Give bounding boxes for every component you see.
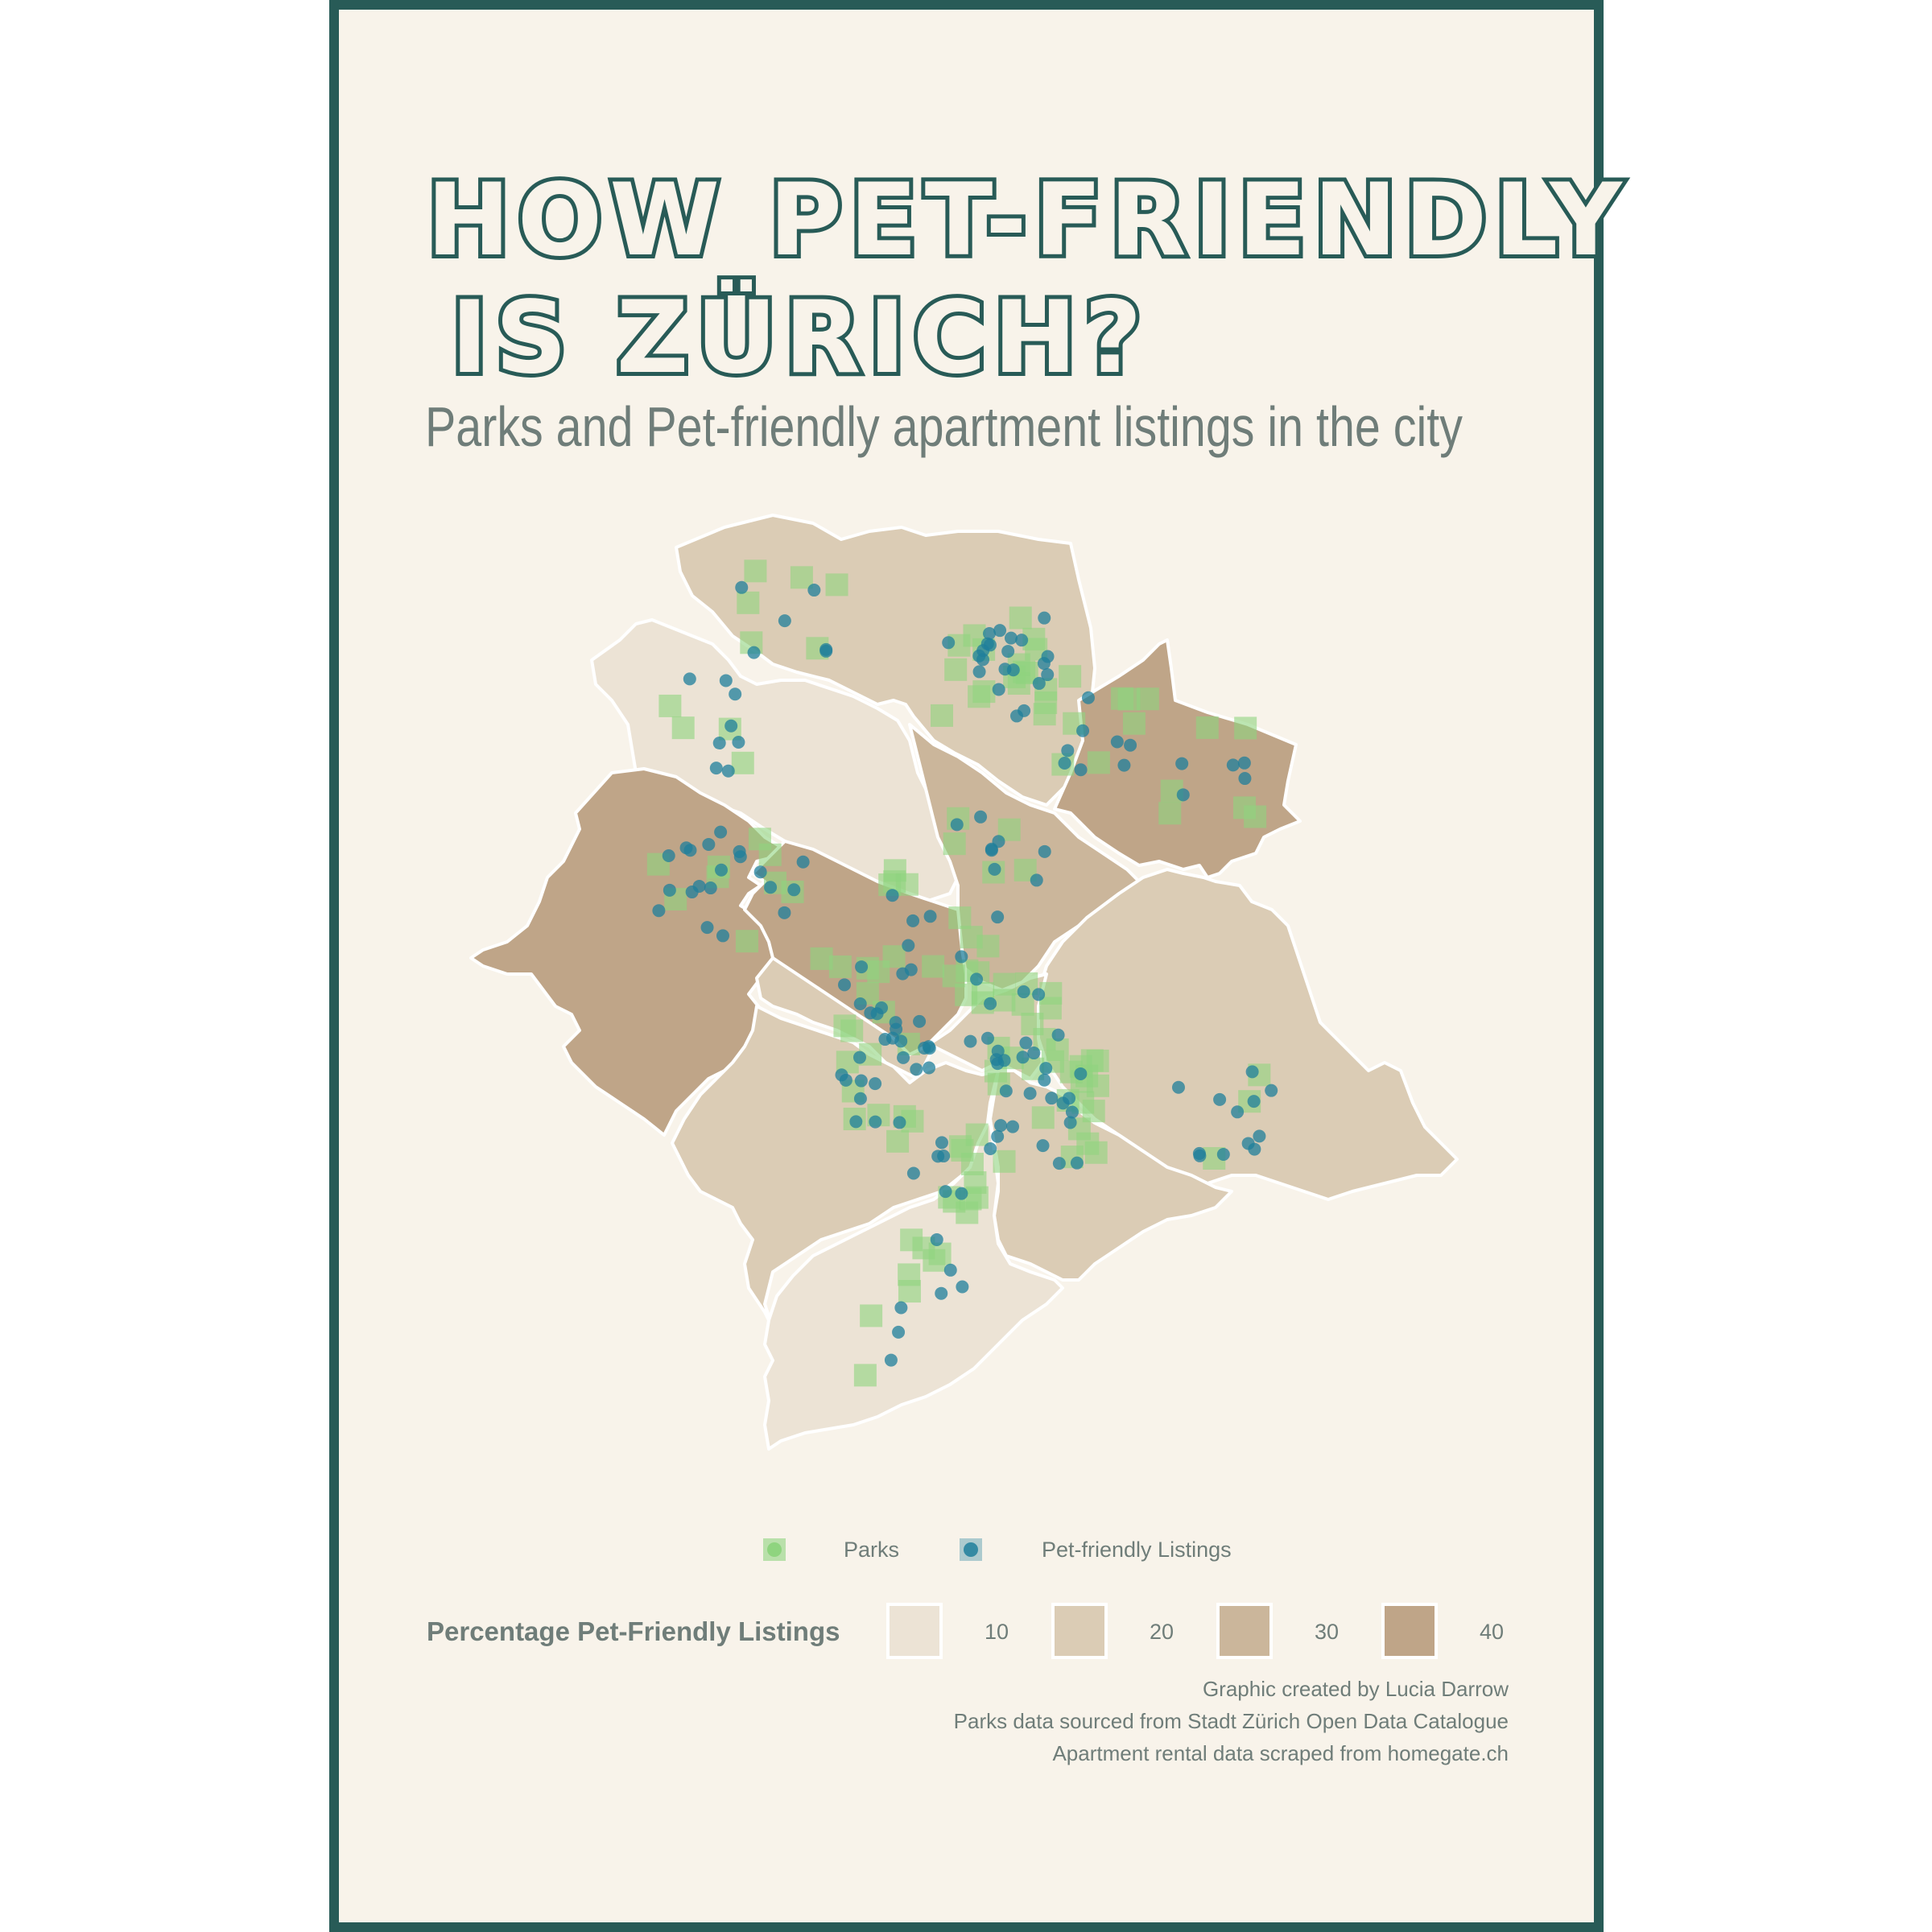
park-marker [944, 658, 967, 681]
park-marker [1085, 1141, 1108, 1164]
park-marker [931, 704, 953, 727]
listing-marker [993, 624, 1006, 637]
listings-legend-label: Pet-friendly Listings [1042, 1538, 1232, 1562]
listing-marker [1117, 759, 1130, 772]
listing-marker [1039, 1062, 1052, 1075]
park-marker [736, 930, 758, 952]
listing-marker [1007, 663, 1020, 676]
scale-label-40: 40 [1480, 1620, 1505, 1644]
listing-marker [1045, 1092, 1058, 1104]
listing-marker [1033, 677, 1046, 690]
listing-marker [1015, 634, 1028, 646]
listing-marker [1038, 1074, 1051, 1087]
listing-marker [864, 1006, 877, 1019]
scale-label-10: 10 [985, 1620, 1009, 1644]
listing-marker [1248, 1095, 1261, 1108]
listing-marker [1001, 645, 1014, 658]
listings-legend-dot [964, 1542, 978, 1557]
listing-marker [944, 1264, 957, 1277]
listing-marker [981, 638, 994, 650]
parks-legend-label: Parks [844, 1538, 900, 1562]
scale-swatch-10 [888, 1604, 941, 1657]
listing-marker [991, 910, 1004, 923]
listing-marker [715, 864, 728, 877]
listing-marker [720, 674, 733, 687]
listing-marker [1238, 772, 1251, 785]
scale-legend-title: Percentage Pet-Friendly Listings [427, 1616, 840, 1646]
listing-marker [838, 978, 851, 991]
park-marker [966, 1124, 989, 1146]
listing-marker [985, 843, 998, 856]
park-marker [900, 1228, 923, 1251]
listing-marker [702, 838, 715, 851]
listing-marker [984, 1142, 997, 1155]
listing-marker [680, 841, 693, 854]
scale-swatch-30 [1218, 1604, 1271, 1657]
listing-marker [683, 672, 696, 685]
listing-marker [964, 1035, 976, 1048]
listing-marker [1076, 724, 1089, 737]
listing-marker [1057, 1096, 1070, 1109]
listing-marker [1037, 1139, 1050, 1152]
listing-marker [906, 914, 919, 927]
listing-marker [693, 880, 706, 893]
listing-marker [910, 1063, 923, 1075]
listing-marker [835, 1068, 848, 1081]
listing-marker [935, 1136, 948, 1149]
listing-marker [735, 581, 748, 594]
listing-marker [913, 1015, 926, 1028]
listing-marker [869, 1116, 881, 1129]
park-marker [1137, 687, 1159, 710]
park-marker [1123, 712, 1146, 735]
listing-marker [714, 826, 727, 839]
park-marker [826, 573, 848, 596]
listing-marker [734, 850, 747, 863]
park-marker [1034, 703, 1056, 725]
listing-marker [955, 950, 968, 963]
park-marker [960, 926, 983, 948]
listing-marker [1027, 1046, 1040, 1059]
listing-marker [729, 687, 741, 700]
listing-marker [972, 650, 985, 663]
listing-marker [935, 1287, 947, 1300]
listing-marker [1000, 1084, 1013, 1097]
listing-marker [937, 1150, 950, 1162]
listing-marker [704, 881, 717, 894]
listing-marker [1059, 757, 1071, 770]
listing-marker [988, 863, 1001, 876]
title-line-2: IS ZÜRICH? [451, 280, 1150, 396]
listing-marker [1175, 758, 1188, 770]
listing-marker [885, 1354, 898, 1367]
listing-marker [1024, 1087, 1037, 1100]
listing-marker [819, 645, 832, 658]
scale-label-20: 20 [1150, 1620, 1174, 1644]
listing-marker [991, 1130, 1004, 1143]
park-marker [658, 695, 681, 717]
listing-marker [1053, 1157, 1066, 1170]
listing-marker [970, 972, 983, 985]
listing-marker [1217, 1148, 1230, 1161]
listing-marker [974, 811, 987, 824]
listing-marker [894, 1301, 907, 1314]
park-marker [896, 873, 919, 896]
listing-marker [1265, 1084, 1278, 1097]
credit-rental-source: Apartment rental data scraped from homegate.ch [1052, 1741, 1509, 1765]
park-marker [1032, 1106, 1055, 1129]
listing-marker [942, 636, 955, 649]
park-marker [732, 752, 754, 774]
listing-marker [1124, 739, 1137, 752]
listing-marker [732, 736, 745, 749]
listing-marker [1061, 744, 1074, 757]
subtitle: Parks and Pet-friendly apartment listings in the city [425, 395, 1463, 458]
listing-marker [1075, 763, 1088, 776]
scale-swatch-40 [1383, 1604, 1436, 1657]
listing-marker [907, 1166, 920, 1179]
listing-marker [1227, 758, 1240, 771]
listing-marker [924, 910, 937, 923]
listing-marker [981, 1032, 994, 1045]
park-marker [1234, 716, 1257, 739]
park-marker [749, 828, 771, 850]
listing-marker [973, 665, 986, 678]
listing-marker [787, 883, 800, 896]
listing-marker [853, 1051, 866, 1064]
listing-marker [716, 929, 729, 942]
listing-marker [1019, 1037, 1032, 1050]
listing-marker [754, 865, 767, 878]
listing-marker [993, 683, 1005, 696]
park-marker [948, 906, 971, 929]
listing-marker [886, 889, 899, 902]
listing-marker [713, 737, 726, 749]
listing-marker [663, 849, 675, 862]
credit-parks-source: Parks data sourced from Stadt Zürich Open Data Catalogue [953, 1709, 1509, 1733]
listing-marker [797, 856, 810, 869]
listing-marker [722, 765, 735, 778]
listing-marker [886, 1032, 899, 1045]
park-marker [1196, 716, 1219, 739]
park-marker [972, 680, 995, 703]
park-marker [966, 1187, 989, 1209]
park-marker [1087, 1050, 1109, 1072]
credits [954, 1673, 1509, 1769]
listing-marker [1042, 650, 1055, 663]
park-marker [744, 559, 766, 582]
listing-marker [939, 1185, 952, 1198]
listing-marker [1010, 709, 1023, 722]
listing-marker [1038, 845, 1051, 858]
park-marker [1158, 802, 1181, 824]
listing-marker [918, 1042, 931, 1055]
park-marker [943, 832, 966, 855]
listing-marker [1071, 1157, 1084, 1170]
points-legend [763, 1538, 1232, 1562]
park-marker [791, 566, 813, 588]
listing-marker [956, 1280, 968, 1293]
park-marker [854, 1364, 877, 1386]
park-marker [993, 973, 1016, 996]
listing-marker [892, 1326, 905, 1339]
park-marker [840, 1020, 863, 1042]
listing-marker [778, 614, 791, 627]
listing-marker [1064, 1116, 1077, 1129]
listing-marker [1111, 736, 1124, 749]
listing-marker [893, 1116, 906, 1129]
listing-marker [897, 1051, 910, 1064]
listing-marker [1231, 1105, 1244, 1118]
listing-marker [869, 1077, 881, 1090]
listing-marker [1017, 1051, 1030, 1063]
listing-marker [923, 1062, 935, 1075]
listing-marker [724, 720, 737, 733]
listing-marker [931, 1233, 943, 1246]
credit-author: Graphic created by Lucia Darrow [1202, 1677, 1509, 1701]
listing-marker [1032, 988, 1045, 1001]
listing-marker [984, 997, 997, 1010]
park-marker [898, 1280, 921, 1302]
park-marker [1059, 665, 1081, 687]
listing-marker [951, 818, 964, 831]
park-marker [1244, 806, 1266, 828]
listing-marker [663, 884, 676, 897]
title-line-1: HOW PET-FRIENDLY [427, 163, 1629, 279]
listing-marker [1246, 1065, 1259, 1078]
park-marker [860, 1304, 882, 1327]
scale-legend [888, 1604, 1504, 1657]
listing-marker [778, 906, 791, 919]
listing-marker [1172, 1081, 1185, 1094]
listing-marker [701, 921, 714, 934]
listing-marker [998, 1054, 1011, 1067]
park-marker [1088, 751, 1110, 774]
listing-marker [1177, 788, 1190, 801]
park-marker [1087, 1075, 1109, 1097]
park-marker [993, 1150, 1016, 1173]
listing-marker [1052, 1029, 1065, 1042]
listing-marker [764, 881, 777, 894]
park-marker [737, 592, 759, 614]
listing-marker [955, 1187, 968, 1200]
park-marker [886, 1130, 909, 1153]
listing-marker [710, 762, 723, 774]
listing-marker [1193, 1150, 1206, 1162]
park-marker [811, 947, 833, 970]
listing-marker [807, 584, 820, 597]
listing-marker [875, 1001, 888, 1014]
listing-marker [994, 1119, 1007, 1132]
listing-marker [902, 939, 914, 952]
listing-marker [855, 960, 868, 973]
park-marker [1009, 607, 1032, 630]
listing-marker [854, 1092, 867, 1105]
listing-marker [1006, 1121, 1019, 1133]
listing-marker [855, 1075, 868, 1088]
scale-label-30: 30 [1315, 1620, 1340, 1644]
listing-marker [849, 1115, 862, 1128]
park-marker [922, 956, 944, 978]
listing-marker [748, 646, 761, 659]
listing-marker [1253, 1129, 1265, 1142]
listing-marker [1018, 985, 1030, 998]
listing-marker [1248, 1143, 1261, 1156]
listing-marker [1074, 1067, 1087, 1080]
parks-legend-dot [767, 1542, 782, 1557]
listing-marker [1213, 1093, 1226, 1106]
listing-marker [1038, 612, 1051, 625]
listing-marker [652, 904, 665, 917]
listing-marker [1082, 691, 1095, 704]
listing-marker [905, 964, 918, 976]
park-marker [672, 716, 695, 739]
listing-marker [1030, 873, 1043, 886]
scale-swatch-20 [1053, 1604, 1106, 1657]
listing-marker [1238, 757, 1251, 770]
listing-marker [854, 997, 867, 1010]
park-marker [961, 1153, 984, 1175]
